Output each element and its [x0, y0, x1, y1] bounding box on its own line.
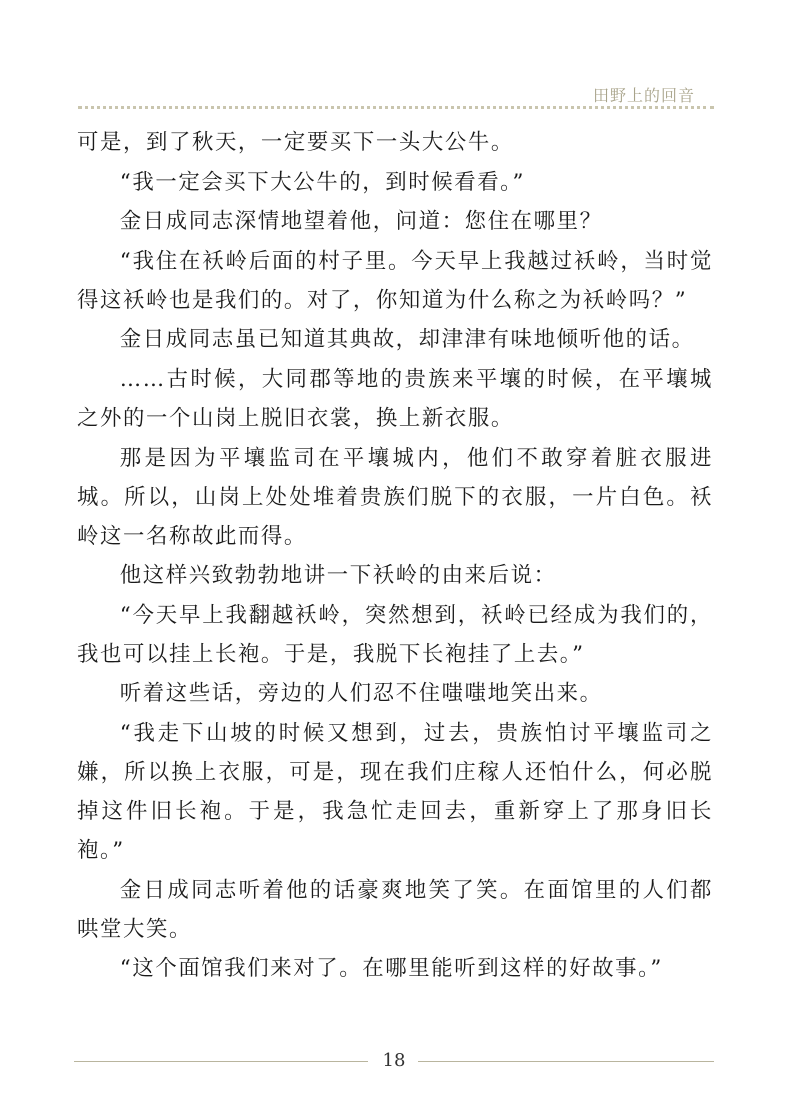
paragraph: “今天早上我翻越袄岭，突然想到，袄岭已经成为我们的，我也可以挂上长袍。于是，我脱下长袍挂了上去。”	[77, 602, 713, 667]
body-text	[77, 123, 713, 989]
paragraph: “我走下山坡的时候又想到，过去，贵族怕讨平壤监司之嫌，所以换上衣服，可是，现在我们庄稼人还怕什么，何必脱掉这件旧长袍。于是，我急忙走回去，重新穿上了那身旧长袍。”	[77, 720, 713, 863]
paragraph: 听着这些话，旁边的人们忍不住嗤嗤地笑出来。	[119, 681, 603, 707]
paragraph: “我一定会买下大公牛的，到时候看看。”	[119, 169, 526, 195]
paragraph: 金日成同志听着他的话豪爽地笑了笑。在面馆里的人们都哄堂大笑。	[77, 877, 713, 942]
page-footer	[74, 1050, 714, 1074]
running-header-title: 田野上的回音	[592, 86, 695, 105]
paragraph: ……古时候，大同郡等地的贵族来平壤的时候，在平壤城之外的一个山岗上脱旧衣裳，换上新衣服。	[77, 366, 713, 431]
paragraph: 那是因为平壤监司在平壤城内，他们不敢穿着脏衣服进城。所以，山岗上处处堆着贵族们脱下的衣服，一片白色。袄岭这一名称故此而得。	[77, 445, 713, 549]
paragraph: 可是，到了秋天，一定要买下一头大公牛。	[77, 130, 514, 155]
page-number: 18	[382, 1050, 406, 1071]
paragraph: “这个面馆我们来对了。在哪里能听到这样的好故事。”	[119, 956, 663, 982]
header-dotted-divider	[78, 106, 714, 109]
paragraph: 他这样兴致勃勃地讲一下袄岭的由来后说：	[119, 563, 557, 589]
paragraph: 金日成同志深情地望着他，问道：您住在哪里？	[119, 209, 603, 235]
footer-rule-right	[418, 1061, 714, 1062]
paragraph: “我住在袄岭后面的村子里。今天早上我越过袄岭，当时觉得这袄岭也是我们的。对了，你知道为什么称之为袄岭吗？”	[77, 248, 713, 313]
paragraph: 金日成同志虽已知道其典故，却津津有味地倾听他的话。	[119, 327, 695, 353]
